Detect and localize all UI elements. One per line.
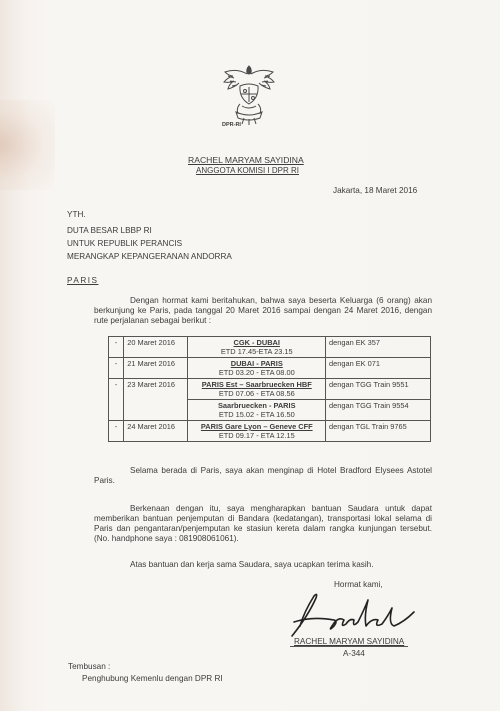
row-bullet: -	[109, 421, 124, 442]
row-bullet: -	[109, 358, 124, 379]
garuda-emblem-icon	[218, 60, 280, 150]
route-name: CGK - DUBAI	[233, 338, 280, 347]
row-route	[188, 421, 326, 442]
row-date	[124, 400, 188, 421]
table-row	[109, 379, 431, 400]
cc-label: Tembusan :	[68, 662, 111, 671]
intro-paragraph: Dengan hormat kami beritahukan, bahwa saya beserta Keluarga (6 orang) akan berkunjung ke Paris, pada tanggal 20 Maret 2016 sampai dengan 24 Maret 2016, dengan rute perjalanan sebagai berikut :	[94, 296, 432, 325]
letter-date: Jakarta, 18 Maret 2016	[333, 186, 418, 195]
row-route	[188, 358, 326, 379]
signature-number: A-344	[343, 649, 365, 658]
row-date: 21 Maret 2016	[124, 358, 188, 379]
row-transport: dengan EK 071	[326, 358, 431, 379]
paper-stain	[0, 100, 55, 190]
row-transport: dengan TGL Train 9765	[326, 421, 431, 442]
table-row	[109, 421, 431, 442]
letterhead-name: RACHEL MARYAM SAYIDINA	[188, 155, 304, 165]
row-bullet: -	[109, 337, 124, 358]
row-date: 20 Maret 2016	[124, 337, 188, 358]
route-time: ETD 17.45-ETA 23.15	[220, 347, 293, 356]
row-route	[188, 400, 326, 421]
table-row	[109, 400, 431, 421]
route-time: ETD 03.20 - ETA 08.00	[218, 368, 295, 377]
stay-paragraph: Selama berada di Paris, saya akan menginap di Hotel Bradford Elysees Astotel Paris.	[94, 466, 432, 485]
emblem-ribbon-text: DPR-RI	[222, 122, 241, 128]
sign-off: Hormat kami,	[334, 580, 383, 589]
signature-name: RACHEL MARYAM SAYIDINA	[294, 637, 405, 646]
recipient-line-1: DUTA BESAR LBBP RI	[67, 226, 152, 235]
route-time: ETD 09.17 - ETA 12.15	[218, 431, 295, 440]
row-bullet	[109, 400, 124, 421]
place-heading: PARIS	[67, 276, 99, 285]
route-name: DUBAI - PARIS	[230, 359, 283, 368]
row-date: 23 Maret 2016	[124, 379, 188, 400]
recipient-line-3: MERANGKAP KEPANGERANAN ANDORRA	[67, 252, 232, 261]
route-time: ETD 15.02 - ETA 16.50	[218, 410, 295, 419]
row-transport: dengan TGG Train 9554	[326, 400, 431, 421]
route-name: PARIS Est – Saarbruecken HBF	[201, 380, 312, 389]
route-name: Saarbruecken - PARIS	[218, 401, 296, 410]
cc-item: Penghubung Kemenlu dengan DPR RI	[82, 674, 223, 683]
row-transport: dengan TGG Train 9551	[326, 379, 431, 400]
row-transport: dengan EK 357	[326, 337, 431, 358]
row-route	[188, 379, 326, 400]
row-date: 24 Maret 2016	[124, 421, 188, 442]
route-time: ETD 07.06 - ETA 08.56	[218, 389, 295, 398]
route-name: PARIS Gare Lyon – Geneve CFF	[200, 422, 313, 431]
salutation: YTH.	[67, 210, 86, 219]
request-paragraph: Berkenaan dengan itu, saya mengharapkan bantuan Saudara untuk dapat memberikan bantuan penjemputan di Bandara (kedatangan), transportasi lokal selama di Paris dan pengantaran/penjemputan ke stasiun kereta dalam rangka kunjungan tersebut. (No. handphone saya : 081908061061).	[94, 504, 432, 543]
closing-paragraph: Atas bantuan dan kerja sama Saudara, saya ucapkan terima kasih.	[130, 560, 374, 569]
recipient-line-2: UNTUK REPUBLIK PERANCIS	[67, 239, 183, 248]
table-row	[109, 337, 431, 358]
row-bullet: -	[109, 379, 124, 400]
row-route	[188, 337, 326, 358]
letterhead-position: ANGGOTA KOMISI I DPR RI	[196, 166, 299, 175]
table-row	[109, 358, 431, 379]
travel-itinerary-table	[108, 336, 431, 442]
